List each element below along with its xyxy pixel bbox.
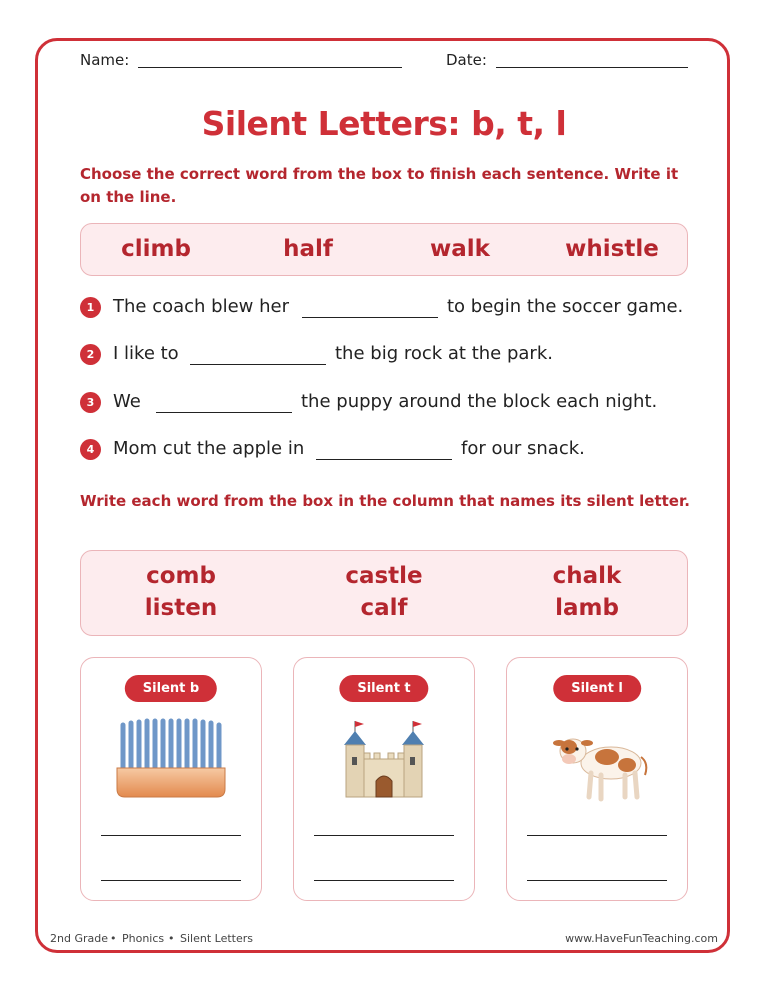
answer-line[interactable] bbox=[316, 459, 452, 460]
question-number: 3 bbox=[80, 392, 101, 413]
word-box-item: listen bbox=[144, 595, 218, 621]
footer-grade: 2nd Grade bbox=[50, 932, 108, 945]
name-label: Name: bbox=[80, 51, 130, 69]
word-box-item: walk bbox=[430, 236, 490, 262]
date-label: Date: bbox=[446, 51, 487, 69]
answer-line[interactable] bbox=[156, 412, 292, 413]
footer-topic: Silent Letters bbox=[180, 932, 253, 945]
word-box-item: castle bbox=[345, 563, 423, 589]
answer-line[interactable] bbox=[101, 880, 241, 881]
word-box-item: lamb bbox=[555, 595, 619, 621]
answer-line[interactable] bbox=[527, 880, 667, 881]
sentence-text: I like to bbox=[113, 343, 179, 364]
answer-line[interactable] bbox=[314, 880, 454, 881]
page-title: Silent Letters: b, t, l bbox=[201, 104, 567, 143]
sentence-text: The coach blew her bbox=[113, 296, 289, 317]
sentence-text: the big rock at the park. bbox=[335, 343, 553, 364]
answer-line[interactable] bbox=[190, 364, 326, 365]
name-field[interactable] bbox=[138, 67, 402, 68]
word-box-2 bbox=[80, 550, 688, 636]
sentence-text: to begin the soccer game. bbox=[447, 296, 684, 317]
comb-icon bbox=[81, 713, 261, 813]
column-label: Silent b bbox=[125, 675, 217, 702]
column-label: Silent l bbox=[553, 675, 641, 702]
footer-subject: Phonics bbox=[122, 932, 165, 945]
question-number: 2 bbox=[80, 344, 101, 365]
word-box-item: half bbox=[283, 236, 333, 262]
instruction-part1: Choose the correct word from the box to finish each sentence. Write it on the line. bbox=[80, 165, 679, 206]
bullet-icon: • bbox=[110, 932, 117, 945]
answer-line[interactable] bbox=[527, 835, 667, 836]
answer-line[interactable] bbox=[101, 835, 241, 836]
date-field[interactable] bbox=[496, 67, 688, 68]
castle-icon bbox=[294, 713, 474, 813]
word-box-item: chalk bbox=[552, 563, 622, 589]
column-card-silent-b bbox=[80, 657, 262, 901]
word-box-1 bbox=[80, 223, 688, 276]
sentence-text: the puppy around the block each night. bbox=[301, 391, 658, 412]
instruction-part2: Write each word from the box in the column that names its silent letter. bbox=[80, 492, 690, 510]
column-label: Silent t bbox=[339, 675, 428, 702]
calf-icon bbox=[507, 713, 687, 813]
question-number: 1 bbox=[80, 297, 101, 318]
bullet-icon: • bbox=[168, 932, 175, 945]
column-card-silent-l bbox=[506, 657, 688, 901]
word-box-item: calf bbox=[360, 595, 408, 621]
answer-line[interactable] bbox=[314, 835, 454, 836]
sentence-text: Mom cut the apple in bbox=[113, 438, 305, 459]
word-box-item: whistle bbox=[565, 236, 659, 262]
column-card-silent-t bbox=[293, 657, 475, 901]
word-box-item: climb bbox=[121, 236, 191, 262]
sentence-text: for our snack. bbox=[461, 438, 585, 459]
word-box-item: comb bbox=[146, 563, 216, 589]
footer-site[interactable]: www.HaveFunTeaching.com bbox=[565, 932, 718, 945]
answer-line[interactable] bbox=[302, 317, 438, 318]
sentence-text: We bbox=[113, 391, 141, 412]
question-number: 4 bbox=[80, 439, 101, 460]
